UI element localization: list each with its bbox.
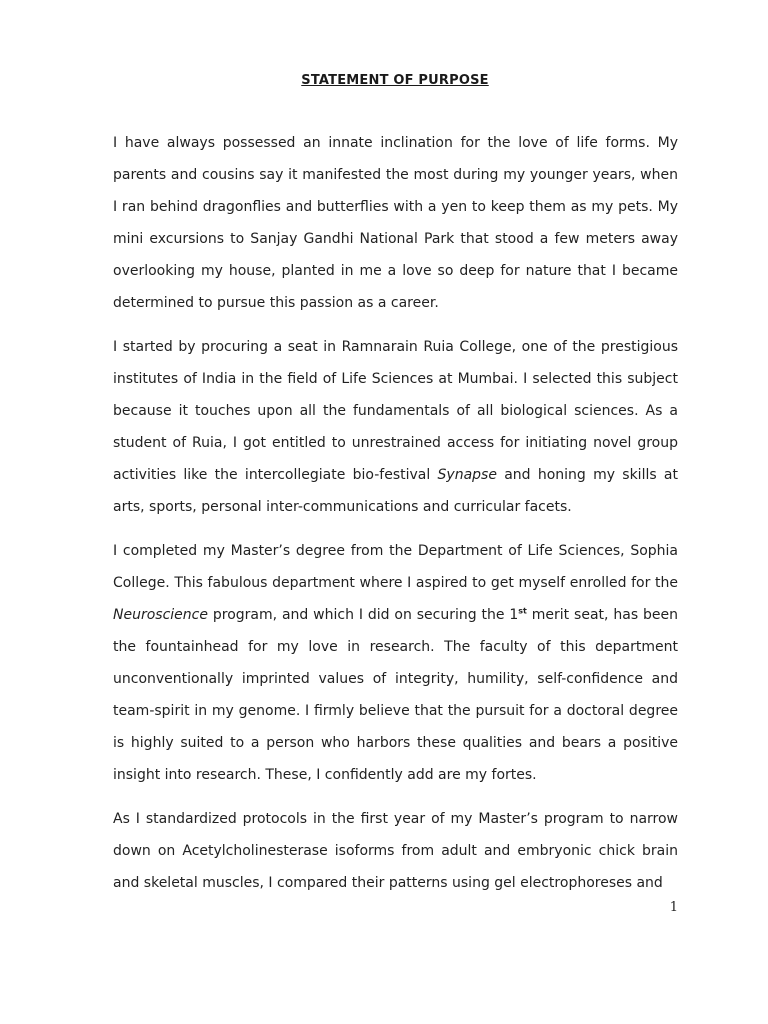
paragraph-2-italic-term: Synapse [437,467,497,483]
paragraph-1-text: I have always possessed an innate inclination for the love of life forms. My parents and cousins say it manifested the most during my younger years, when I ran behind dragonflies and butterflies with a yen to keep them as my pets. My mini excursions to Sanjay Gandhi National Park that stood a few meters away overlooking my house, planted in me a love so deep for nature that I became determined to pursue this passion as a career. [113,135,678,311]
paragraph-3-text-middle: program, and which I did on securing the 1 [207,607,519,623]
paragraph-2 [113,331,678,523]
paragraph-2-text-end: and honing my skills at arts, sports, personal inter-communications and curricular facets. [113,467,678,515]
paragraph-2-text-start: I started by procuring a seat in Ramnarain Ruia College, one of the prestigious institutes of India in the field of Life Sciences at Mumbai. I selected this subject because it touches upon all the fundamentals of all biological sciences. As a student of Ruia, I got entitled to unrestrained access for initiating novel group activities like the intercollegiate bio-festival [113,339,678,483]
paragraph-3-superscript: st [518,606,527,616]
paragraph-3-italic-term: Neuroscience [113,607,208,623]
document-body [113,127,678,911]
paragraph-3-text-start: I completed my Master’s degree from the Department of Life Sciences, Sophia College. This fabulous department where I aspired to get myself enrolled for the [113,543,678,591]
paragraph-3 [113,535,678,791]
document-title: STATEMENT OF PURPOSE [301,73,489,88]
paragraph-4 [113,803,678,899]
paragraph-4-text: As I standardized protocols in the first year of my Master’s program to narrow down on Acetylcholinesterase isoforms from adult and embryonic chick brain and skeletal muscles, I compared their patterns using gel electrophoreses and [113,811,678,891]
page-number: 1 [669,900,678,915]
paragraph-3-text-end: merit seat, has been the fountainhead for my love in research. The faculty of this department unconventionally imprinted values of integrity, humility, self-confidence and team-spirit in my genome. I firmly believe that the pursuit for a doctoral degree is highly suited to a person who harbors these qualities and bears a positive insight into research. These, I confidently add are my fortes. [113,607,678,783]
paragraph-1 [113,127,678,319]
